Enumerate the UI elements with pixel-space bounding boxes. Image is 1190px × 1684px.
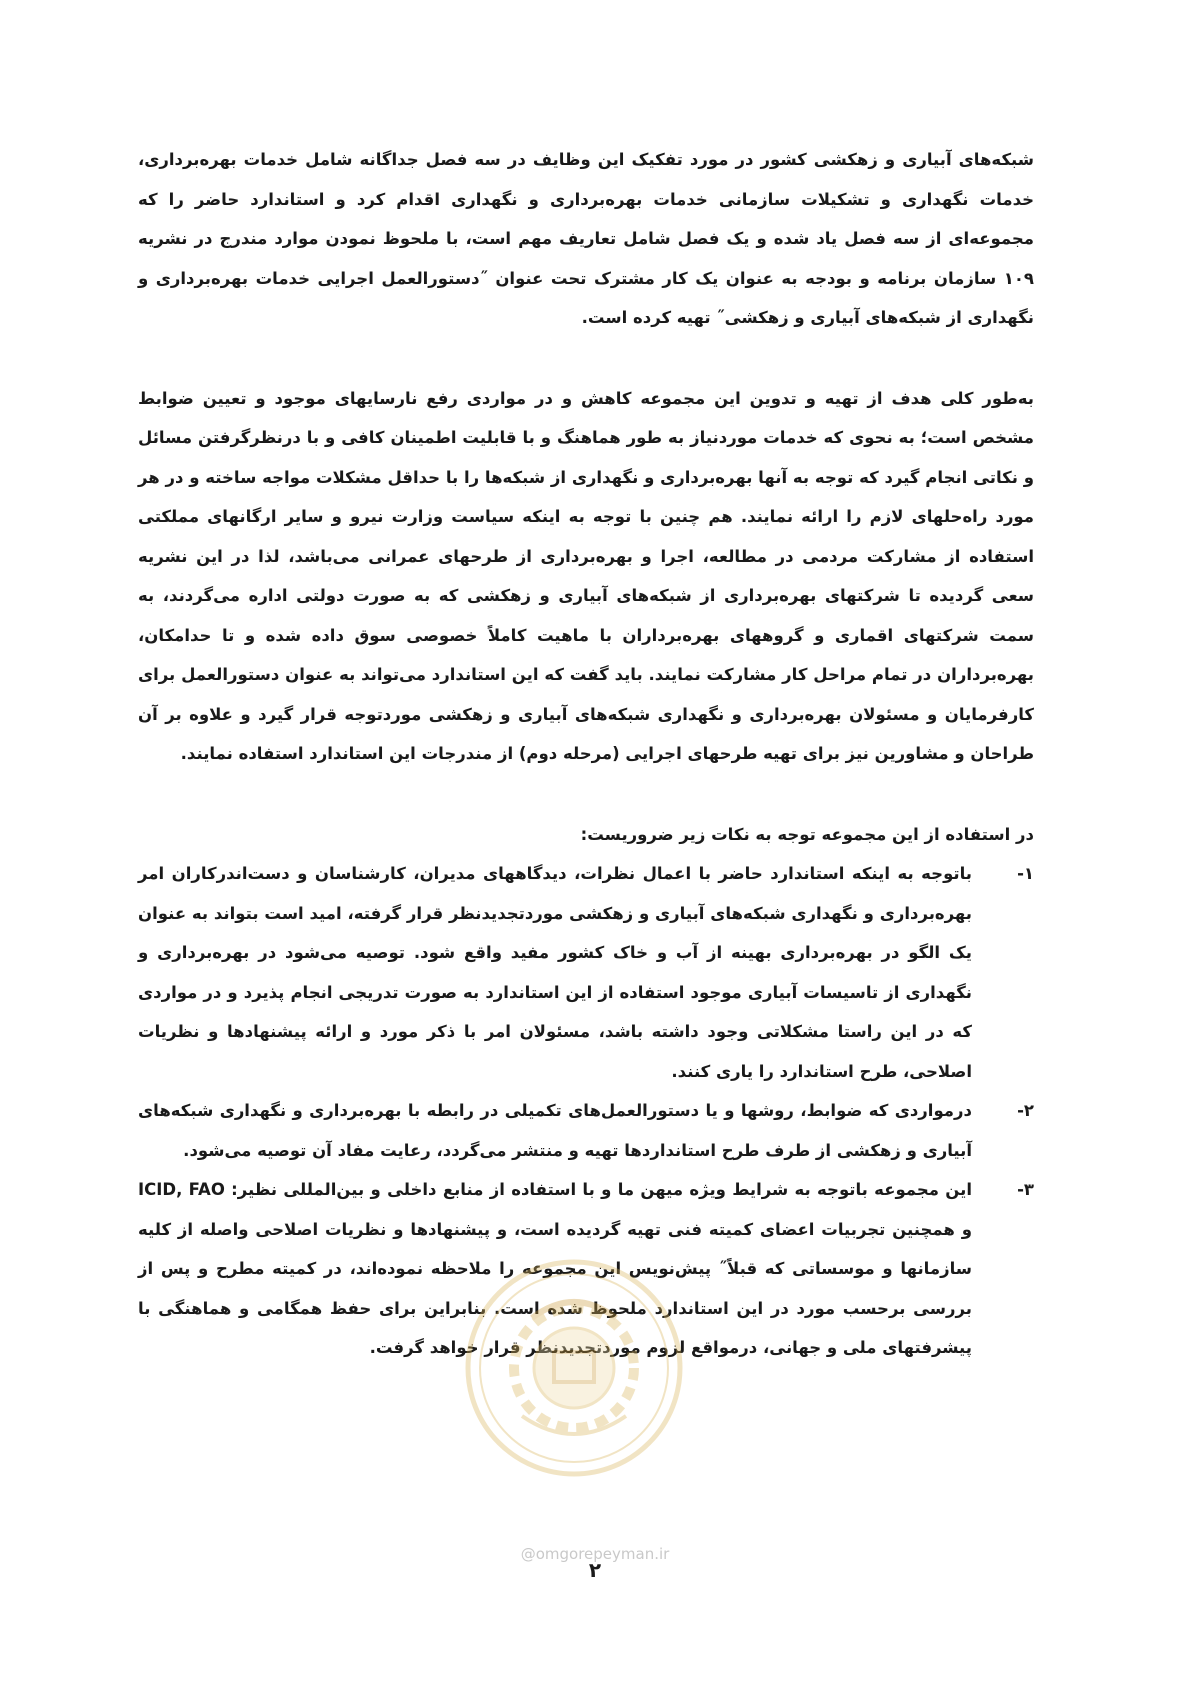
item-text: این مجموعه باتوجه به شرایط ویژه میهن ما و با استفاده از منابع داخلی و بین‌المللی نظیر: ICID, FAO و همچنین تجربیات اعضای کمیته فنی تهیه گردیده است، و پیشنهادها و نظریات اصلاحی واصله از کلیه سازمانها و موسساتی که قبلاً˝ پیش‌نویس این مجموعه را ملاحظه نموده‌اند، در کمیته مطرح و پس از بررسی برحسب مورد در این استاندارد ملحوظ شده است. بنابراین برای حفظ همگامی و هماهنگی با پیشرفتهای ملی و جهانی، درمواقع لزوم موردتجدیدنظر قرار خواهد گرفت. bbox=[138, 1180, 972, 1357]
document-body bbox=[138, 140, 1034, 1368]
item-number: ۲- bbox=[1017, 1101, 1034, 1120]
item-number: ۱- bbox=[1017, 864, 1034, 883]
item-text: درمواردی که ضوابط، روشها و یا دستورالعمل‌های تکمیلی در رابطه با بهره‌برداری و نگهداری شبکه‌های آبیاری و زهکشی از طرف طرح استانداردها تهیه و منتشر می‌گردد، رعایت مفاد آن توصیه می‌شود. bbox=[138, 1101, 972, 1160]
list-item bbox=[138, 854, 1034, 1091]
paragraph: به‌طور کلی هدف از تهیه و تدوین این مجموعه کاهش و در مواردی رفع نارسایهای موجود و تعیین ضوابط مشخص است؛ به نحوی که خدمات موردنیاز به طور هماهنگ و با قابلیت اطمینان کافی و با درنظرگرفتن مسائل و نکاتی انجام گیرد که توجه به آنها بهره‌برداری و نگهداری از شبکه‌ها را با حداقل مشکلات مواجه ساخته و در هر مورد راه‌حلهای لازم را ارائه نمایند. هم چنین با توجه به اینکه سیاست وزارت نیرو و سایر ارگانهای مملکتی استفاده از مشارکت مردمی در مطالعه، اجرا و بهره‌برداری از طرحهای عمرانی می‌باشد، لذا در این نشریه سعی گردیده تا شرکتهای بهره‌برداری از شبکه‌های آبیاری و زهکشی که به صورت دولتی اداره می‌گردند، به سمت شرکتهای اقماری و گروههای بهره‌برداران با ماهیت کاملاً خصوصی سوق داده شده و تا حدامکان، بهره‌برداران در تمام مراحل کار مشارکت نمایند. باید گفت که این استاندارد می‌تواند به عنوان دستورالعمل برای کارفرمایان و مسئولان بهره‌برداری و نگهداری شبکه‌های آبیاری و زهکشی موردتوجه قرار گیرد و علاوه بر آن طراحان و مشاورین نیز برای تهیه طرحهای اجرایی (مرحله دوم) از مندرجات این استاندارد استفاده نمایند. bbox=[138, 388, 1034, 763]
paragraph: شبکه‌های آبیاری و زهکشی کشور در مورد تفکیک این وظایف در سه فصل جداگانه شامل خدمات بهره‌برداری، خدمات نگهداری و تشکیلات سازمانی خدمات بهره‌برداری و نگهداری اقدام کرد و استاندارد حاضر را که مجموعه‌ای از سه فصل یاد شده و یک فصل شامل تعاریف مهم است، با ملحوظ نمودن موارد مندرج در نشریه ۱۰۹ سازمان برنامه و بودجه به عنوان یک کار مشترک تحت عنوان ˝دستورالعمل اجرایی خدمات بهره‌برداری و نگهداری از شبکه‌های آبیاری و زهکشی˝ تهیه کرده است. bbox=[138, 150, 1034, 327]
item-text: باتوجه به اینکه استاندارد حاضر با اعمال نظرات، دیدگاههای مدیران، کارشناسان و دست‌اندرکاران امر بهره‌برداری و نگهداری شبکه‌های آبیاری و زهکشی موردتجدیدنظر قرار گرفته، امید است بتواند به عنوان یک الگو در بهره‌برداری بهینه از آب و خاک کشور مفید واقع شود. توصیه می‌شود در بهره‌برداری و نگهداری از تاسیسات آبیاری موجود استفاده از این استاندارد به صورت تدریجی انجام پذیرد و در مواردی که در این راستا مشکلاتی وجود داشته باشد، مسئولان امر با ذکر مورد و ارائه پیشنهادها و نظریات اصلاحی، طرح استاندارد را یاری کنند. bbox=[138, 864, 972, 1081]
list-intro: در استفاده از این مجموعه توجه به نکات زیر ضروریست: bbox=[580, 824, 1034, 844]
watermark-seal-icon bbox=[462, 1256, 686, 1480]
watermark-url: @omgorepeyman.ir bbox=[520, 1545, 670, 1563]
page-number: ۲ bbox=[588, 1558, 602, 1582]
item-number: ۳- bbox=[1017, 1180, 1034, 1199]
list-item bbox=[138, 1091, 1034, 1170]
